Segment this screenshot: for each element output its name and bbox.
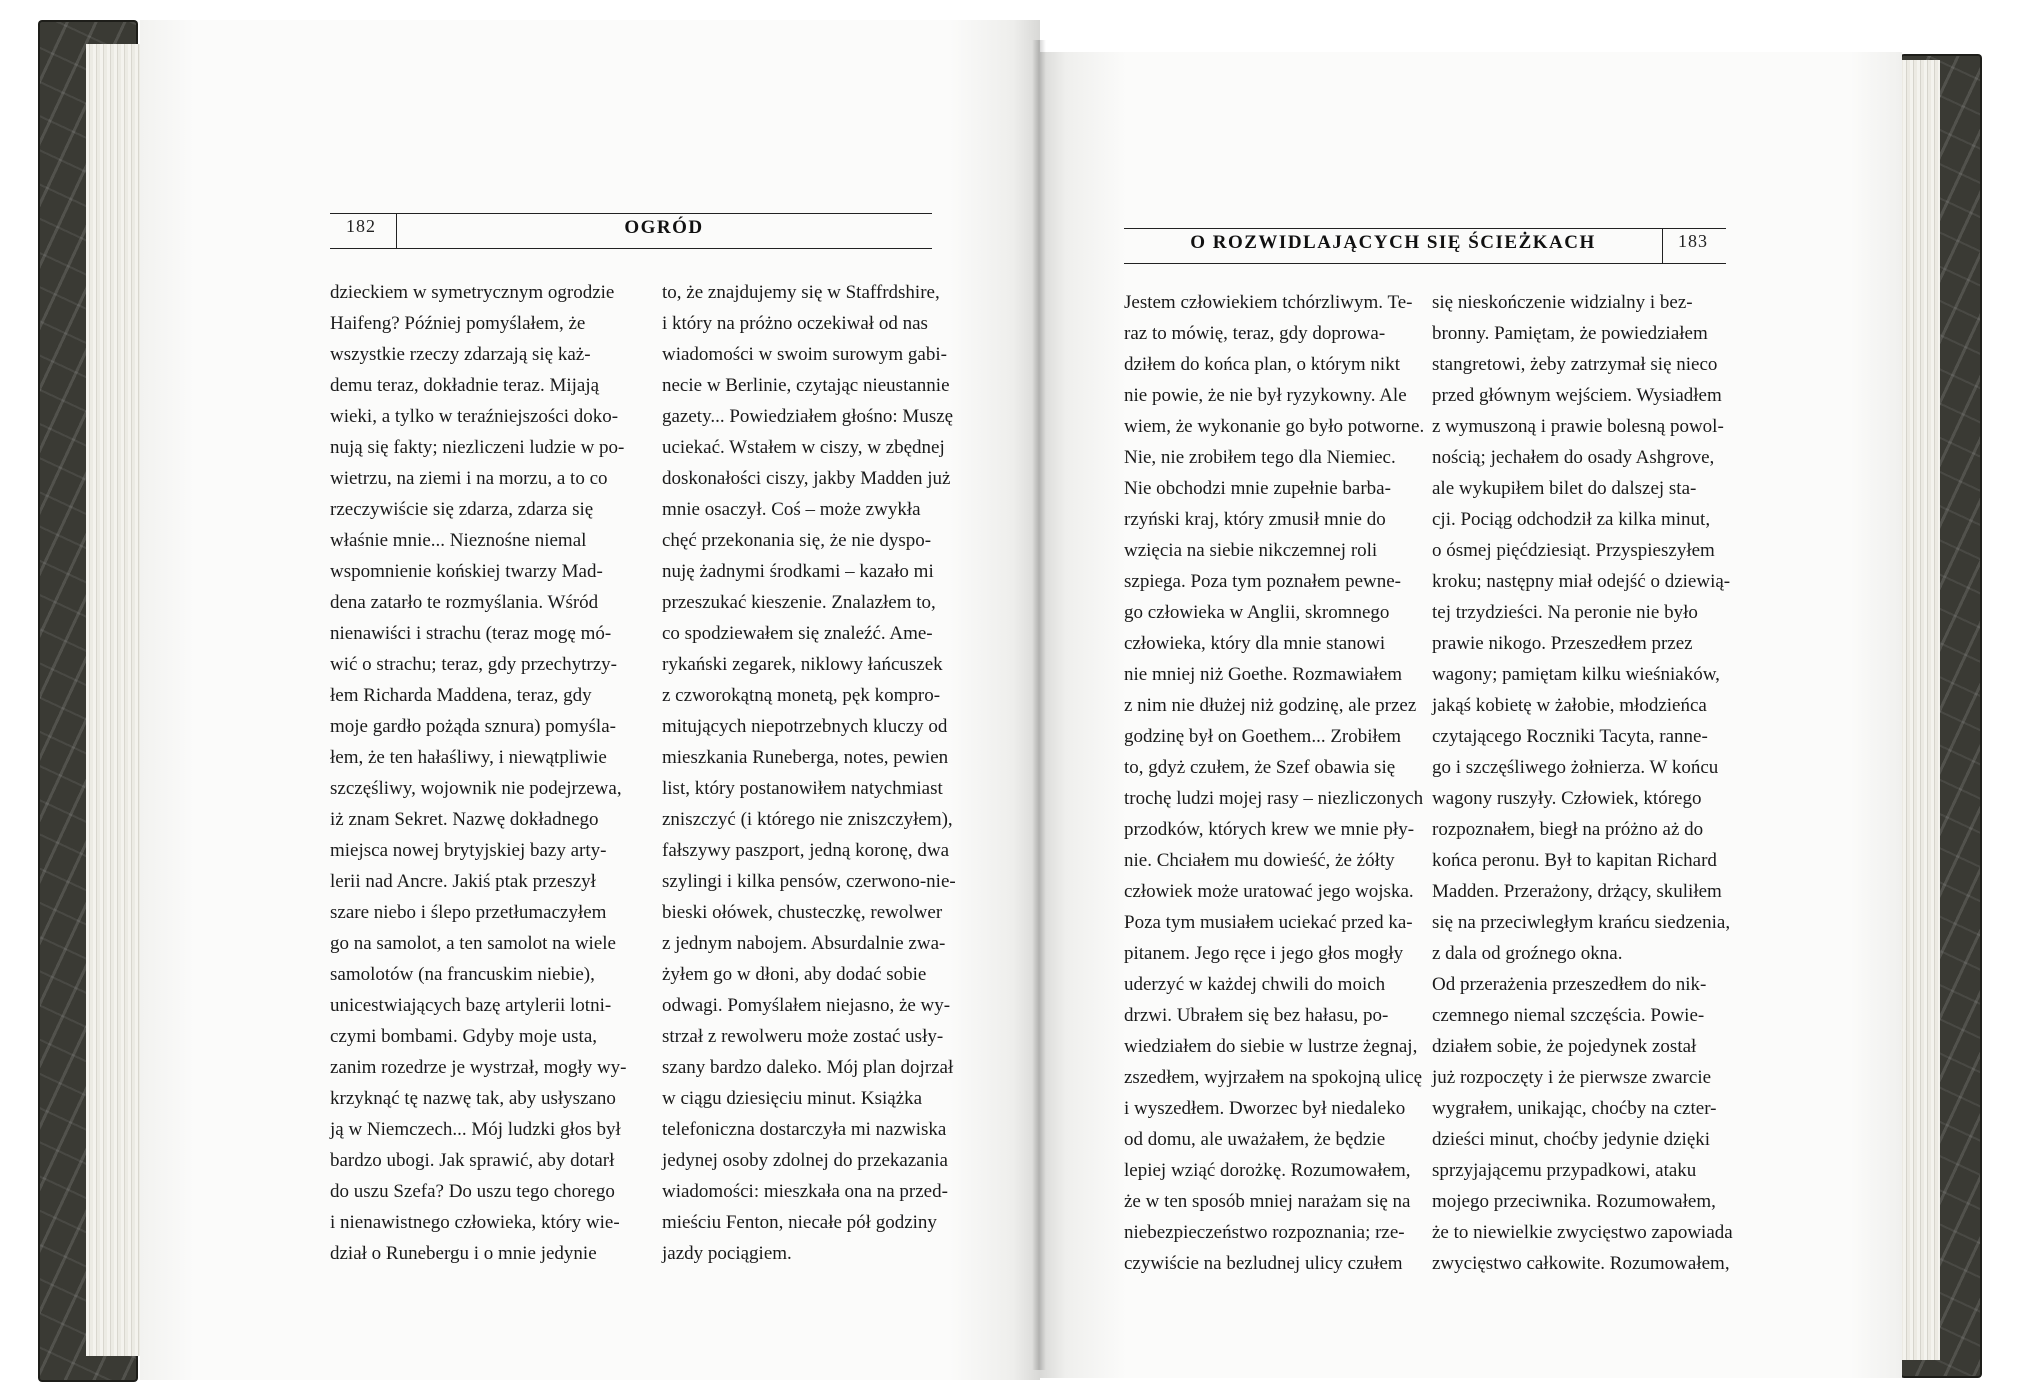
left-page-number: 182 xyxy=(346,216,376,236)
text-line: uderzyć w każdej chwili do moich xyxy=(1124,974,1386,995)
text-line: fałszywy paszport, jedną koronę, dwa xyxy=(662,840,950,861)
text-line: mieszkania Runeberga, notes, pewien xyxy=(662,747,949,768)
text-line: wagony; pamiętam kilku wieśniaków, xyxy=(1432,664,1720,685)
text-line: wiem, że wykonanie go było potworne. xyxy=(1124,416,1425,437)
text-line: wiedziałem do siebie w lustrze żegnaj, xyxy=(1124,1036,1418,1057)
text-line: Madden. Przerażony, drżący, skuliłem xyxy=(1432,881,1722,902)
text-line: dział o Runebergu i o mnie jedynie xyxy=(330,1243,597,1264)
text-line: uciekać. Wstałem w ciszy, w zbędnej xyxy=(662,437,945,458)
text-line: właśnie mnie... Nieznośne niemal xyxy=(330,530,587,551)
text-line: mitujących niepotrzebnych kluczy od xyxy=(662,716,948,737)
text-line: szare niebo i ślepo przetłumaczyłem xyxy=(330,902,607,923)
text-line: strzał z rewolweru może zostać usły- xyxy=(662,1026,944,1047)
text-line: i który na próżno oczekiwał od nas xyxy=(662,313,928,334)
text-line: czymi bombami. Gdyby moje usta, xyxy=(330,1026,598,1047)
text-line: cji. Pociąg odchodził za kilka minut, xyxy=(1432,509,1711,530)
text-line: przeszukać kieszenie. Znalazłem to, xyxy=(662,592,936,613)
text-line: stangretowi, żeby zatrzymał się nieco xyxy=(1432,354,1718,375)
text-line: trochę ludzi mojej rasy – niezliczonych xyxy=(1124,788,1424,809)
page-stack-left xyxy=(86,44,142,1356)
text-line: dzieckiem w symetrycznym ogrodzie xyxy=(330,282,615,303)
text-line: sprzyjającemu przypadkowi, ataku xyxy=(1432,1160,1697,1181)
text-line: lerii nad Ancre. Jakiś ptak przeszył xyxy=(330,871,596,892)
text-line: wagony ruszyły. Człowiek, którego xyxy=(1432,788,1702,809)
text-line: samolotów (na francuskim niebie), xyxy=(330,964,595,985)
text-line: ale wykupiłem bilet do dalszej sta- xyxy=(1432,478,1697,499)
text-line: i nienawistnego człowieka, który wie- xyxy=(330,1212,620,1233)
text-line: odwagi. Pomyślałem niejasno, że wy- xyxy=(662,995,951,1016)
text-line: wieki, a tylko w teraźniejszości doko- xyxy=(330,406,619,427)
text-line: to, gdyż czułem, że Szef obawia się xyxy=(1124,757,1396,778)
text-line: bardzo ubogi. Jak sprawić, aby dotarł xyxy=(330,1150,615,1171)
text-line: z jednym nabojem. Absurdalnie zwa- xyxy=(662,933,946,954)
text-line: Jestem człowiekiem tchórzliwym. Te- xyxy=(1124,292,1413,313)
text-line: tej trzydzieści. Na peronie nie było xyxy=(1432,602,1698,623)
text-line: przed głównym wejściem. Wysiadłem xyxy=(1432,385,1722,406)
text-line: list, który postanowiłem natychmiast xyxy=(662,778,943,799)
text-line: z czworokątną monetą, pęk kompro- xyxy=(662,685,941,706)
text-line: drzwi. Ubrałem się bez hałasu, po- xyxy=(1124,1005,1389,1026)
text-line: telefoniczna dostarczyła mi nazwiska xyxy=(662,1119,947,1140)
text-line: nością; jechałem do osady Ashgrove, xyxy=(1432,447,1715,468)
text-line: lepiej wziąć dorożkę. Rozumowałem, xyxy=(1124,1160,1411,1181)
text-line: nują się fakty; niezliczeni ludzie w po- xyxy=(330,437,625,458)
text-line: nuję żadnymi środkami – kazało mi xyxy=(662,561,934,582)
left-running-head xyxy=(330,213,932,249)
text-line: się na przeciwległym krańcu siedzenia, xyxy=(1432,912,1731,933)
text-line: wygrałem, unikając, choćby na czter- xyxy=(1432,1098,1717,1119)
text-line: co spodziewałem się znaleźć. Ame- xyxy=(662,623,933,644)
text-line: godzinę był on Goethem... Zrobiłem xyxy=(1124,726,1402,747)
text-line: przodków, których krew we mnie pły- xyxy=(1124,819,1415,840)
text-line: żyłem go w dłoni, aby dodać sobie xyxy=(662,964,927,985)
right-page-column-1 xyxy=(1124,287,1425,1279)
right-page-column-2 xyxy=(1432,287,1733,1279)
text-line: bronny. Pamiętam, że powiedziałem xyxy=(1432,323,1708,344)
text-line: o ósmej pięćdziesiąt. Przyspieszyłem xyxy=(1432,540,1715,561)
text-line: i wyszedłem. Dworzec był niedaleko xyxy=(1124,1098,1406,1119)
text-line: do uszu Szefa? Do uszu tego chorego xyxy=(330,1181,615,1202)
running-head-rule-top xyxy=(1124,228,1726,229)
text-line: wić o strachu; teraz, gdy przechytrzy- xyxy=(330,654,617,675)
text-line: mieściu Fenton, niecałe pół godziny xyxy=(662,1212,937,1233)
text-line: necie w Berlinie, czytając nieustannie xyxy=(662,375,950,396)
text-line: go człowieka w Anglii, skromnego xyxy=(1124,602,1390,623)
text-line: zanim rozedrze je wystrzał, mogły wy- xyxy=(330,1057,627,1078)
running-head-separator xyxy=(1662,228,1663,264)
text-line: nie powie, że nie był ryzykowny. Ale xyxy=(1124,385,1407,406)
right-running-head-title: O ROZWIDLAJĄCYCH SIĘ ŚCIEŻKACH xyxy=(1190,232,1596,253)
text-line: od domu, ale uważałem, że będzie xyxy=(1124,1129,1386,1150)
running-head-rule-bottom xyxy=(1124,263,1726,264)
text-line: mojego przeciwnika. Rozumowałem, xyxy=(1432,1191,1716,1212)
text-line: jazdy pociągiem. xyxy=(662,1243,792,1264)
text-line: dena zatarło te rozmyślania. Wśród xyxy=(330,592,599,613)
text-line: szczęśliwy, wojownik nie podejrzewa, xyxy=(330,778,622,799)
text-line: nie mniej niż Goethe. Rozmawiałem xyxy=(1124,664,1403,685)
text-line: demu teraz, dokładnie teraz. Mijają xyxy=(330,375,600,396)
text-line: zszedłem, wyjrzałem na spokojną ulicę xyxy=(1124,1067,1423,1088)
left-running-head-title: OGRÓD xyxy=(624,217,704,238)
text-line: że w ten sposób mniej narażam się na xyxy=(1124,1191,1411,1212)
text-line: z dala od groźnego okna. xyxy=(1432,943,1623,964)
text-line: wiadomości w swoim surowym gabi- xyxy=(662,344,947,365)
text-line: wietrzu, na ziemi i na morzu, a to co xyxy=(330,468,608,489)
text-line: niebezpieczeństwo rozpoznania; rze- xyxy=(1124,1222,1405,1243)
text-line: iż znam Sekret. Nazwę dokładnego xyxy=(330,809,599,830)
text-line: prawie nikogo. Przeszedłem przez xyxy=(1432,633,1693,654)
text-line: unicestwiających bazę artylerii lotni- xyxy=(330,995,612,1016)
text-line: czemnego niemal szczęścia. Powie- xyxy=(1432,1005,1705,1026)
text-line: szylingi i kilka pensów, czerwono-nie- xyxy=(662,871,956,892)
text-line: kroku; następny miał odejść o dziewią- xyxy=(1432,571,1731,592)
text-line: moje gardło pożąda sznura) pomyśla- xyxy=(330,716,616,737)
text-line: jedynej osoby zdolnej do przekazania xyxy=(662,1150,948,1171)
left-page-column-2 xyxy=(662,277,956,1269)
text-line: zniszczyć (i którego nie zniszczyłem), xyxy=(662,809,953,830)
text-line: ją w Niemczech... Mój ludzki głos był xyxy=(330,1119,621,1140)
text-line: rozpoznałem, biegł na próżno aż do xyxy=(1432,819,1704,840)
text-line: czytającego Roczniki Tacyta, ranne- xyxy=(1432,726,1708,747)
text-line: czywiście na bezludnej ulicy czułem xyxy=(1124,1253,1403,1274)
text-line: rykański zegarek, niklowy łańcuszek xyxy=(662,654,943,675)
text-line: w ciągu dziesięciu minut. Książka xyxy=(662,1088,923,1109)
text-line: nienawiści i strachu (teraz mogę mó- xyxy=(330,623,612,644)
book-gutter xyxy=(1032,40,1046,1370)
text-line: wzięcia na siebie nikczemnej roli xyxy=(1124,540,1378,561)
text-line: wspomnienie końskiej twarzy Mad- xyxy=(330,561,603,582)
text-line: zwycięstwo całkowite. Rozumowałem, xyxy=(1432,1253,1730,1274)
text-line: go na samolot, a ten samolot na wiele xyxy=(330,933,616,954)
text-line: chęć przekonania się, że nie dyspo- xyxy=(662,530,932,551)
text-line: wszystkie rzeczy zdarzają się każ- xyxy=(330,344,591,365)
text-line: Nie, nie zrobiłem tego dla Niemiec. xyxy=(1124,447,1396,468)
text-line: końca peronu. Był to kapitan Richard xyxy=(1432,850,1717,871)
text-line: to, że znajdujemy się w Staffrdshire, xyxy=(662,282,940,303)
right-running-head xyxy=(1124,228,1726,264)
text-line: Nie obchodzi mnie zupełnie barba- xyxy=(1124,478,1391,499)
text-line: dziłem do końca plan, o którym nikt xyxy=(1124,354,1400,375)
text-line: rzyński kraj, który zmusił mnie do xyxy=(1124,509,1386,530)
left-page-column-1 xyxy=(330,277,630,1269)
text-line: go i szczęśliwego żołnierza. W końcu xyxy=(1432,757,1719,778)
text-line: pitanem. Jego ręce i jego głos mogły xyxy=(1124,943,1404,964)
text-line: krzyknąć tę nazwę tak, aby usłyszano xyxy=(330,1088,616,1109)
text-line: łem Richarda Maddena, teraz, gdy xyxy=(330,685,592,706)
text-line: Od przerażenia przeszedłem do nik- xyxy=(1432,974,1707,995)
text-line: dzieści minut, choćby jedynie dzięki xyxy=(1432,1129,1711,1150)
text-line: raz to mówię, teraz, gdy doprowa- xyxy=(1124,323,1386,344)
text-line: doskonałości ciszy, jakby Madden już xyxy=(662,468,951,489)
text-line: rzeczywiście się zdarza, zdarza się xyxy=(330,499,594,520)
running-head-rule-bottom xyxy=(330,248,932,249)
text-line: mnie osaczył. Coś – może zwykła xyxy=(662,499,921,520)
page-stack-right xyxy=(1896,60,1940,1360)
text-line: gazety... Powiedziałem głośno: Muszę xyxy=(662,406,954,427)
text-line: Poza tym musiałem uciekać przed ka- xyxy=(1124,912,1413,933)
text-line: działem sobie, że pojedynek został xyxy=(1432,1036,1697,1057)
text-line: już rozpoczęty i że pierwsze zwarcie xyxy=(1432,1067,1712,1088)
text-line: z nim nie dłużej niż godzinę, ale przez xyxy=(1124,695,1417,716)
text-line: jakąś kobietę w żałobie, młodzieńca xyxy=(1432,695,1707,716)
running-head-rule-top xyxy=(330,213,932,214)
text-line: szpiega. Poza tym poznałem pewne- xyxy=(1124,571,1401,592)
text-line: że to niewielkie zwycięstwo zapowiada xyxy=(1432,1222,1733,1243)
text-line: się nieskończenie widzialny i bez- xyxy=(1432,292,1693,313)
text-line: wiadomości: mieszkała ona na przed- xyxy=(662,1181,948,1202)
text-line: nie. Chciałem mu dowieść, że żółty xyxy=(1124,850,1395,871)
text-line: miejsca nowej brytyjskiej bazy arty- xyxy=(330,840,607,861)
right-page-number: 183 xyxy=(1678,231,1708,251)
text-line: szany bardzo daleko. Mój plan dojrzał xyxy=(662,1057,954,1078)
text-line: bieski ołówek, chusteczkę, rewolwer xyxy=(662,902,943,923)
text-line: człowiek może uratować jego wojska. xyxy=(1124,881,1414,902)
text-line: łem, że ten hałaśliwy, i niewątpliwie xyxy=(330,747,607,768)
text-line: z wymuszoną i prawie bolesną powol- xyxy=(1432,416,1724,437)
text-line: Haifeng? Później pomyślałem, że xyxy=(330,313,586,334)
text-line: człowieka, który dla mnie stanowi xyxy=(1124,633,1386,654)
